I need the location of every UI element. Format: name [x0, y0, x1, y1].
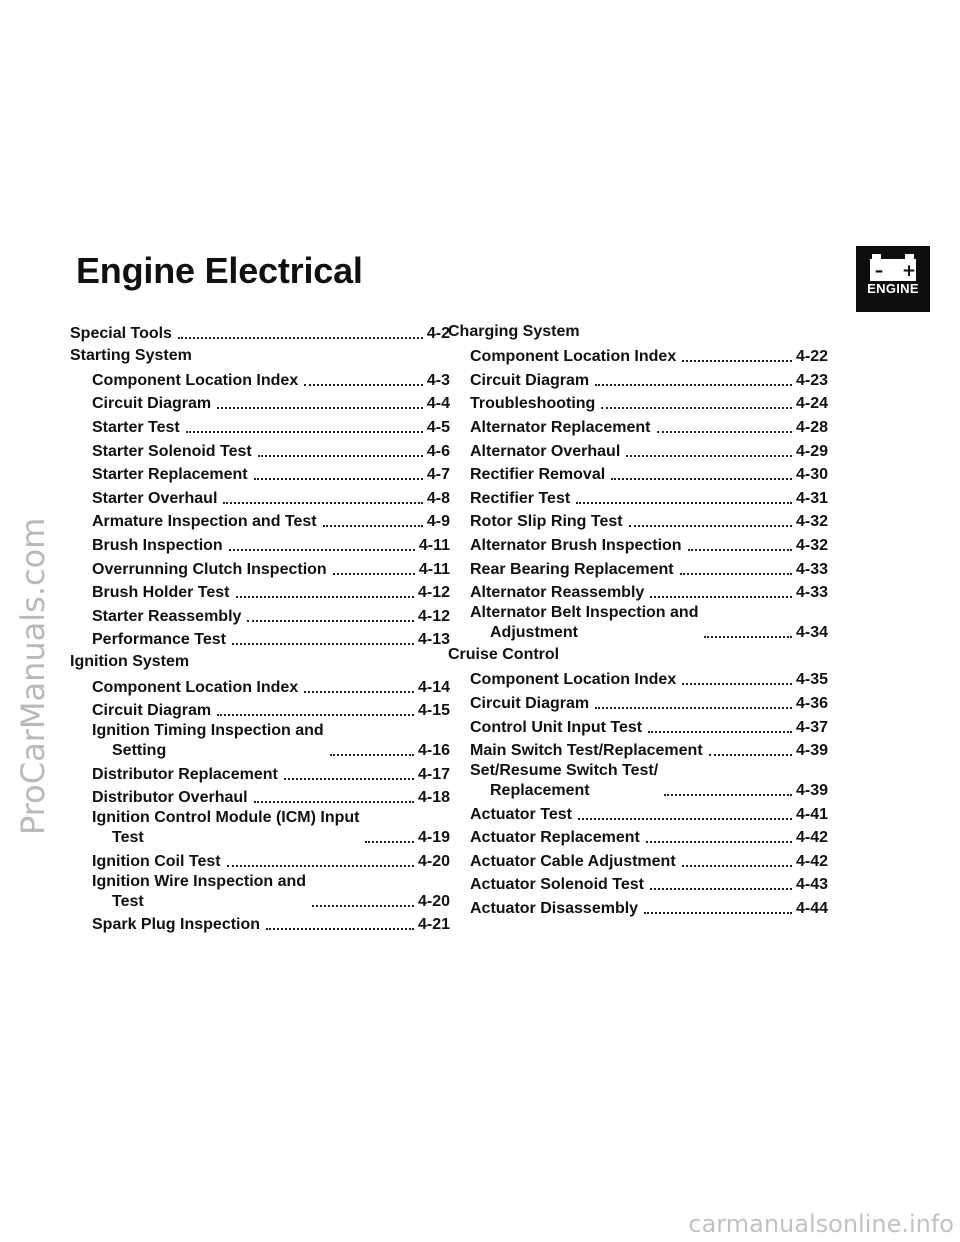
toc-entry — [470, 848, 828, 872]
toc-entry-label — [92, 721, 324, 761]
toc-entry — [92, 698, 450, 722]
toc-entry — [92, 785, 450, 809]
charging-system-entries — [448, 344, 828, 644]
toc-entry — [92, 580, 450, 604]
toc-entry — [92, 391, 450, 415]
leader-dots — [626, 455, 792, 457]
toc-entry-label: Starter Reassembly — [92, 607, 242, 625]
battery-plus-symbol: + — [901, 261, 917, 281]
toc-entry-label: Alternator Overhaul — [470, 442, 621, 460]
toc-entry-label: Armature Inspection and Test — [92, 513, 317, 531]
toc-entry-page: 4-20 — [417, 852, 450, 870]
toc-entry-page: 4-22 — [795, 348, 828, 366]
toc-entry-page: 4-12 — [417, 584, 450, 602]
toc-entry-label-line2: Setting — [112, 742, 167, 760]
toc-entry-label: Starter Solenoid Test — [92, 442, 252, 460]
toc-entry — [92, 808, 450, 848]
toc-entry — [70, 320, 450, 344]
leader-dots — [648, 731, 792, 733]
toc-entry — [470, 509, 828, 533]
toc-entry-label: Alternator Replacement — [470, 418, 651, 436]
leader-dots — [223, 502, 422, 504]
toc-entry-label — [92, 808, 359, 848]
toc-entry-page: 4-14 — [417, 678, 450, 696]
toc-entry — [470, 714, 828, 738]
toc-entry — [470, 825, 828, 849]
leader-dots — [304, 691, 414, 693]
toc-entry — [470, 414, 828, 438]
battery-minus-symbol: – — [874, 261, 884, 281]
leader-dots — [646, 841, 792, 843]
toc-entry — [470, 667, 828, 691]
toc-entry-label: Starter Test — [92, 418, 180, 436]
leader-dots — [178, 337, 423, 339]
page-title: Engine Electrical — [76, 250, 363, 291]
toc-entry-page: 4-35 — [795, 671, 828, 689]
toc-entry — [92, 761, 450, 785]
toc-entry-label: Brush Inspection — [92, 536, 223, 554]
toc-entry-label: Circuit Diagram — [470, 371, 590, 389]
toc-entry — [470, 603, 828, 643]
toc-entry-label: Ignition Coil Test — [92, 852, 221, 870]
leader-dots — [236, 596, 414, 598]
cruise-control-entries — [448, 667, 828, 919]
toc-entry-page: 4-42 — [795, 829, 828, 847]
toc-entry-page: 4-17 — [417, 765, 450, 783]
toc-entry — [470, 690, 828, 714]
leader-dots — [217, 714, 414, 716]
toc-entry-page: 4-37 — [795, 718, 828, 736]
engine-section-badge — [856, 246, 930, 312]
toc-entry-label: Special Tools — [70, 324, 172, 342]
toc-entry-page: 4-32 — [795, 513, 828, 531]
toc-entry — [92, 721, 450, 761]
section-heading-charging-system: Charging System — [448, 323, 580, 340]
leader-dots — [232, 643, 414, 645]
toc-entry-page: 4-9 — [426, 513, 450, 531]
toc-entry-page: 4-3 — [426, 371, 450, 389]
toc-entry-page: 4-4 — [426, 395, 450, 413]
section-heading-starting-system: Starting System — [70, 346, 192, 364]
leader-dots — [601, 407, 792, 409]
toc-entry-label-line2: Adjustment — [490, 624, 578, 642]
toc-entry-page: 4-36 — [795, 694, 828, 712]
starting-system-entries — [70, 367, 450, 650]
toc-entry-label: Actuator Disassembly — [470, 900, 639, 918]
leader-dots — [217, 407, 423, 409]
toc-entry — [92, 462, 450, 486]
toc-entry-label: Overrunning Clutch Inspection — [92, 560, 327, 578]
toc-entry-page: 4-11 — [418, 536, 450, 554]
toc-entry — [470, 556, 828, 580]
toc-entry-label: Rectifier Removal — [470, 466, 606, 484]
leader-dots — [284, 778, 414, 780]
toc-entry-page: 4-2 — [426, 324, 450, 342]
toc-entry-page: 4-33 — [795, 560, 828, 578]
toc-entry-page: 4-7 — [426, 466, 450, 484]
leader-dots — [709, 754, 792, 756]
leader-dots — [657, 431, 792, 433]
toc-entry-page: 4-8 — [426, 489, 450, 507]
toc-entry-label — [470, 761, 658, 801]
toc-entry — [470, 367, 828, 391]
toc-right-column — [448, 320, 828, 919]
leader-dots — [333, 573, 415, 575]
leader-dots — [266, 928, 414, 930]
toc-entry — [470, 485, 828, 509]
toc-entry-label: Main Switch Test/Replacement — [470, 742, 703, 760]
leader-dots — [680, 573, 792, 575]
toc-entry-label: Actuator Solenoid Test — [470, 876, 644, 894]
section-heading-ignition-system: Ignition System — [70, 653, 190, 671]
toc-entry-label: Circuit Diagram — [92, 702, 212, 720]
toc-entry — [92, 848, 450, 872]
toc-entry-label-line2: Test — [112, 829, 144, 847]
toc-entry-label: Brush Holder Test — [92, 584, 230, 602]
toc-entry-label: Rectifier Test — [470, 489, 571, 507]
leader-dots — [682, 683, 792, 685]
badge-label: ENGINE — [867, 281, 919, 296]
toc-entry-page: 4-23 — [795, 371, 828, 389]
toc-entry-label: Rotor Slip Ring Test — [470, 513, 623, 531]
leader-dots — [650, 888, 792, 890]
side-watermark: ProCarManuals.com — [14, 517, 52, 835]
toc-entry-label: Starter Overhaul — [92, 489, 218, 507]
leader-dots — [186, 431, 423, 433]
toc-entry — [470, 344, 828, 368]
leader-dots — [682, 360, 792, 362]
toc-entry-page: 4-13 — [417, 631, 450, 649]
toc-entry-page: 4-42 — [795, 852, 828, 870]
toc-entry-label: Component Location Index — [470, 671, 677, 689]
toc-entry-page: 4-20 — [417, 892, 450, 910]
toc-entry-page: 4-31 — [795, 489, 828, 507]
toc-entry — [92, 367, 450, 391]
toc-entry-label-line1: Ignition Wire Inspection and — [92, 872, 307, 890]
toc-entry-page: 4-39 — [795, 782, 828, 800]
leader-dots — [595, 707, 792, 709]
toc-entry — [92, 485, 450, 509]
toc-entry — [92, 532, 450, 556]
toc-entry — [470, 532, 828, 556]
toc-entry-page: 4-30 — [795, 466, 828, 484]
leader-dots — [650, 596, 792, 598]
toc-entry-label-line1: Ignition Timing Inspection and — [92, 722, 324, 740]
toc-entry — [92, 872, 450, 912]
leader-dots — [644, 912, 792, 914]
toc-entry-page: 4-21 — [417, 916, 450, 934]
toc-entry-label-line1: Ignition Control Module (ICM) Input — [92, 809, 360, 827]
toc-entry-label: Troubleshooting — [470, 395, 596, 413]
leader-dots — [330, 754, 414, 756]
toc-entry-label-line1: Set/Resume Switch Test/ — [470, 762, 659, 780]
toc-entry-page: 4-19 — [417, 829, 450, 847]
section-heading-cruise-control: Cruise Control — [448, 646, 560, 664]
leader-dots — [312, 905, 414, 907]
toc-entry-page: 4-24 — [795, 395, 828, 413]
toc-entry-label: Actuator Cable Adjustment — [470, 852, 676, 870]
leader-dots — [365, 841, 413, 843]
toc-entry-label: Rear Bearing Replacement — [470, 560, 674, 578]
toc-entry-page: 4-33 — [795, 584, 828, 602]
toc-entry-label: Distributor Overhaul — [92, 789, 248, 807]
toc-entry-label: Spark Plug Inspection — [92, 916, 261, 934]
leader-dots — [629, 525, 792, 527]
toc-entry — [92, 438, 450, 462]
toc-entry — [470, 872, 828, 896]
toc-entry-label: Starter Replacement — [92, 466, 248, 484]
toc-entry-label: Performance Test — [92, 631, 226, 649]
leader-dots — [229, 549, 415, 551]
toc-entry-label-line1: Alternator Belt Inspection and — [470, 604, 699, 622]
toc-entry-page: 4-18 — [417, 789, 450, 807]
toc-entry-page: 4-41 — [795, 805, 828, 823]
leader-dots — [258, 455, 423, 457]
toc-entry-label: Distributor Replacement — [92, 765, 278, 783]
toc-entry — [470, 738, 828, 762]
toc-entry — [92, 509, 450, 533]
toc-entry-label: Component Location Index — [92, 371, 299, 389]
leader-dots — [227, 865, 414, 867]
toc-entry-label: Circuit Diagram — [92, 395, 212, 413]
bottom-watermark: carmanualsonline.info — [688, 1210, 954, 1238]
leader-dots — [704, 636, 792, 638]
leader-dots — [595, 384, 792, 386]
leader-dots — [664, 794, 792, 796]
toc-entry — [92, 414, 450, 438]
toc-entry — [470, 462, 828, 486]
toc-entry-page: 4-15 — [417, 702, 450, 720]
toc-entry — [92, 603, 450, 627]
toc-entry — [470, 438, 828, 462]
toc-entry-label: Actuator Replacement — [470, 829, 640, 847]
toc-entry-label: Alternator Brush Inspection — [470, 536, 682, 554]
toc-entry-label-line2: Test — [112, 892, 144, 910]
leader-dots — [576, 502, 792, 504]
toc-entry-page: 4-6 — [426, 442, 450, 460]
toc-entry — [92, 627, 450, 651]
toc-entry-label: Alternator Reassembly — [470, 584, 645, 602]
toc-entry — [470, 761, 828, 801]
toc-entry-label — [92, 872, 306, 912]
toc-entry — [470, 895, 828, 919]
toc-entry — [92, 912, 450, 936]
toc-entry-label: Control Unit Input Test — [470, 718, 643, 736]
toc-entry-label — [470, 603, 698, 643]
toc-entry-label-line2: Replacement — [490, 782, 590, 800]
toc-entry-label: Actuator Test — [470, 805, 572, 823]
toc-entry-page: 4-12 — [417, 607, 450, 625]
toc-entry-label: Circuit Diagram — [470, 694, 590, 712]
toc-entry-page: 4-43 — [795, 876, 828, 894]
toc-entry-page: 4-44 — [795, 900, 828, 918]
toc-entry-page: 4-39 — [795, 742, 828, 760]
toc-left-column — [70, 320, 450, 935]
leader-dots — [304, 384, 423, 386]
toc-entry-page: 4-5 — [426, 418, 450, 436]
toc-entry — [92, 556, 450, 580]
leader-dots — [611, 478, 792, 480]
toc-entry — [470, 391, 828, 415]
toc-entry — [470, 801, 828, 825]
leader-dots — [254, 801, 414, 803]
toc-entry-page: 4-29 — [795, 442, 828, 460]
toc-entry-page: 4-32 — [795, 536, 828, 554]
leader-dots — [578, 818, 792, 820]
leader-dots — [688, 549, 792, 551]
toc-entry — [470, 580, 828, 604]
ignition-system-entries — [70, 674, 450, 936]
leader-dots — [682, 865, 792, 867]
toc-entry-page: 4-11 — [418, 560, 450, 578]
leader-dots — [254, 478, 423, 480]
toc-entry-page: 4-28 — [795, 418, 828, 436]
toc-entry-label: Component Location Index — [470, 348, 677, 366]
battery-icon — [866, 252, 920, 282]
leader-dots — [323, 525, 423, 527]
toc-entry-page: 4-34 — [795, 624, 828, 642]
toc-entry — [92, 674, 450, 698]
toc-entry-page: 4-16 — [417, 742, 450, 760]
toc-entry-label: Component Location Index — [92, 678, 299, 696]
leader-dots — [247, 620, 414, 622]
